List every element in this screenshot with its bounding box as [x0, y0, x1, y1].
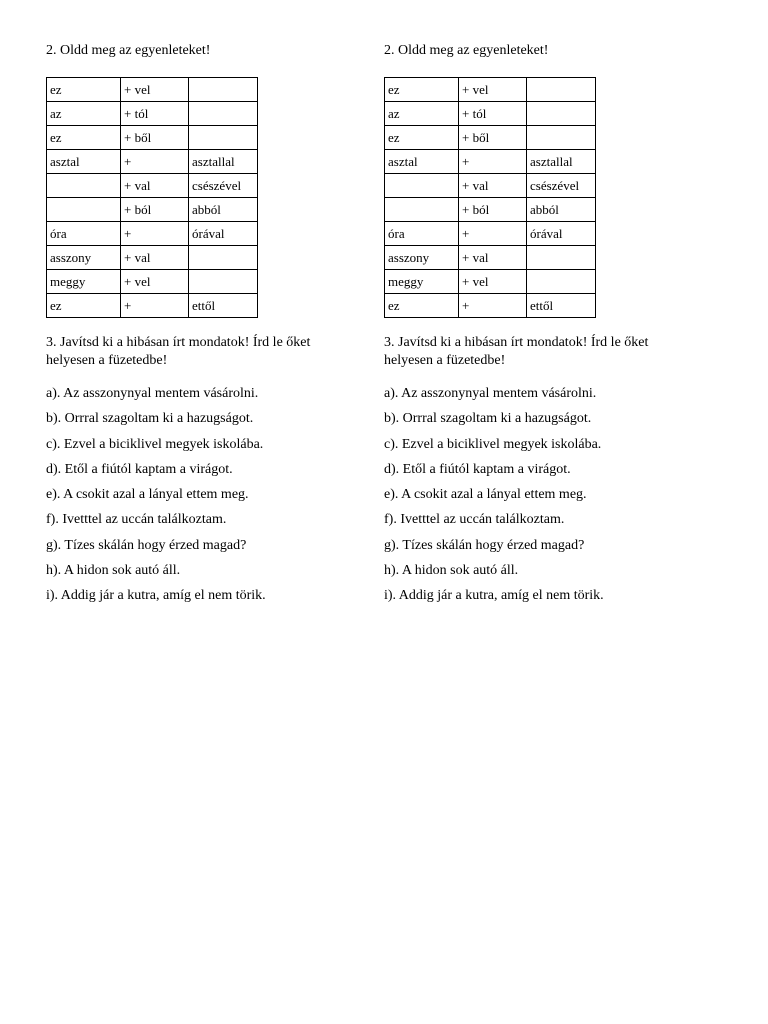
base-word-cell: az [47, 102, 121, 126]
sentence-item: h). A hidon sok autó áll. [46, 563, 181, 579]
sentence-item: a). Az asszonynyal mentem vásárolni. [46, 386, 259, 401]
base-word-cell: meggy [385, 270, 459, 294]
task2-heading: 2. Oldd meg az egyenleteket! [46, 43, 211, 58]
suffix-cell: + tól [459, 102, 527, 126]
result-cell [527, 270, 596, 294]
sentence-item: f). Ivetttel az uccán találkoztam. [384, 512, 565, 528]
equation-row [47, 246, 258, 270]
sentence-item: i). Addig jár a kutra, amíg el nem törik. [46, 588, 266, 604]
base-word-cell: asszony [47, 246, 121, 270]
equation-row [385, 294, 596, 318]
result-cell [189, 78, 258, 102]
result-cell [189, 102, 258, 126]
sentence-item: c). Ezvel a biciklivel megyek iskolába. [384, 436, 602, 452]
sentence-item: g). Tízes skálán hogy érzed magad? [46, 537, 247, 553]
result-cell: csészével [527, 174, 596, 198]
equation-row [47, 78, 258, 102]
suffix-cell: + tól [121, 102, 189, 126]
equation-row [47, 222, 258, 246]
sentence-list [384, 384, 604, 612]
sentence-item: b). Orrral szagoltam ki a hazugságot. [46, 411, 254, 427]
task3-instruction: 3. Javítsd ki a hibásan írt mondatok! Írd le őket helyesen a füzetedbe! [384, 335, 649, 368]
equation-row [385, 198, 596, 222]
result-cell: abból [189, 198, 258, 222]
equation-row [47, 174, 258, 198]
equation-row [47, 270, 258, 294]
equation-row [47, 198, 258, 222]
base-word-cell [47, 198, 121, 222]
equation-row [385, 222, 596, 246]
result-cell [189, 126, 258, 150]
base-word-cell: asztal [385, 150, 459, 174]
equation-row [47, 102, 258, 126]
base-word-cell: ez [47, 294, 121, 318]
base-word-cell: ez [385, 294, 459, 318]
base-word-cell [385, 174, 459, 198]
suffix-cell: + ból [459, 198, 527, 222]
result-cell [189, 246, 258, 270]
suffix-cell: + ből [459, 126, 527, 150]
suffix-cell: + [121, 222, 189, 246]
base-word-cell: óra [385, 222, 459, 246]
equation-table [384, 77, 596, 318]
sentence-item: f). Ivetttel az uccán találkoztam. [46, 512, 227, 528]
base-word-cell [47, 174, 121, 198]
base-word-cell: ez [47, 126, 121, 150]
sentence-item: d). Etől a fiútól kaptam a virágot. [46, 461, 233, 477]
sentence-item: e). A csokit azal a lányal ettem meg. [384, 487, 587, 503]
sentence-item: h). A hidon sok autó áll. [384, 563, 519, 579]
suffix-cell: + [121, 150, 189, 174]
suffix-cell: + vel [121, 78, 189, 102]
base-word-cell: ez [385, 126, 459, 150]
equation-row [385, 174, 596, 198]
base-word-cell: ez [47, 78, 121, 102]
base-word-cell: az [385, 102, 459, 126]
base-word-cell [385, 198, 459, 222]
equation-row [385, 78, 596, 102]
result-cell: abból [527, 198, 596, 222]
equation-row [47, 294, 258, 318]
equation-row [385, 246, 596, 270]
sentence-item: d). Etől a fiútól kaptam a virágot. [384, 461, 571, 477]
equation-row [385, 150, 596, 174]
sentence-item: i). Addig jár a kutra, amíg el nem törik. [384, 588, 604, 604]
result-cell: asztallal [527, 150, 596, 174]
sentence-item: a). Az asszonynyal mentem vásárolni. [384, 386, 597, 401]
suffix-cell: + vel [459, 270, 527, 294]
result-cell: órával [189, 222, 258, 246]
sentence-item: c). Ezvel a biciklivel megyek iskolába. [46, 436, 264, 452]
result-cell: órával [527, 222, 596, 246]
task3-instruction: 3. Javítsd ki a hibásan írt mondatok! Írd le őket helyesen a füzetedbe! [46, 335, 311, 368]
base-word-cell: asztal [47, 150, 121, 174]
suffix-cell: + [459, 150, 527, 174]
sentence-item: b). Orrral szagoltam ki a hazugságot. [384, 411, 592, 427]
suffix-cell: + vel [121, 270, 189, 294]
base-word-cell: meggy [47, 270, 121, 294]
task2-heading: 2. Oldd meg az egyenleteket! [384, 43, 549, 58]
result-cell [189, 270, 258, 294]
sentence-item: g). Tízes skálán hogy érzed magad? [384, 537, 585, 553]
result-cell [527, 102, 596, 126]
equation-row [47, 126, 258, 150]
result-cell: csészével [189, 174, 258, 198]
suffix-cell: + [121, 294, 189, 318]
result-cell [527, 78, 596, 102]
suffix-cell: + val [459, 246, 527, 270]
result-cell: ettől [189, 294, 258, 318]
sentence-item: e). A csokit azal a lányal ettem meg. [46, 487, 249, 503]
equation-row [47, 150, 258, 174]
suffix-cell: + ból [121, 198, 189, 222]
suffix-cell: + [459, 222, 527, 246]
result-cell: ettől [527, 294, 596, 318]
sentence-list [46, 384, 266, 612]
suffix-cell: + vel [459, 78, 527, 102]
base-word-cell: óra [47, 222, 121, 246]
suffix-cell: + val [459, 174, 527, 198]
equation-row [385, 126, 596, 150]
base-word-cell: ez [385, 78, 459, 102]
result-cell [527, 246, 596, 270]
suffix-cell: + [459, 294, 527, 318]
equation-row [385, 270, 596, 294]
result-cell: asztallal [189, 150, 258, 174]
base-word-cell: asszony [385, 246, 459, 270]
suffix-cell: + ből [121, 126, 189, 150]
equation-row [385, 102, 596, 126]
suffix-cell: + val [121, 246, 189, 270]
suffix-cell: + val [121, 174, 189, 198]
result-cell [527, 126, 596, 150]
equation-table [46, 77, 258, 318]
